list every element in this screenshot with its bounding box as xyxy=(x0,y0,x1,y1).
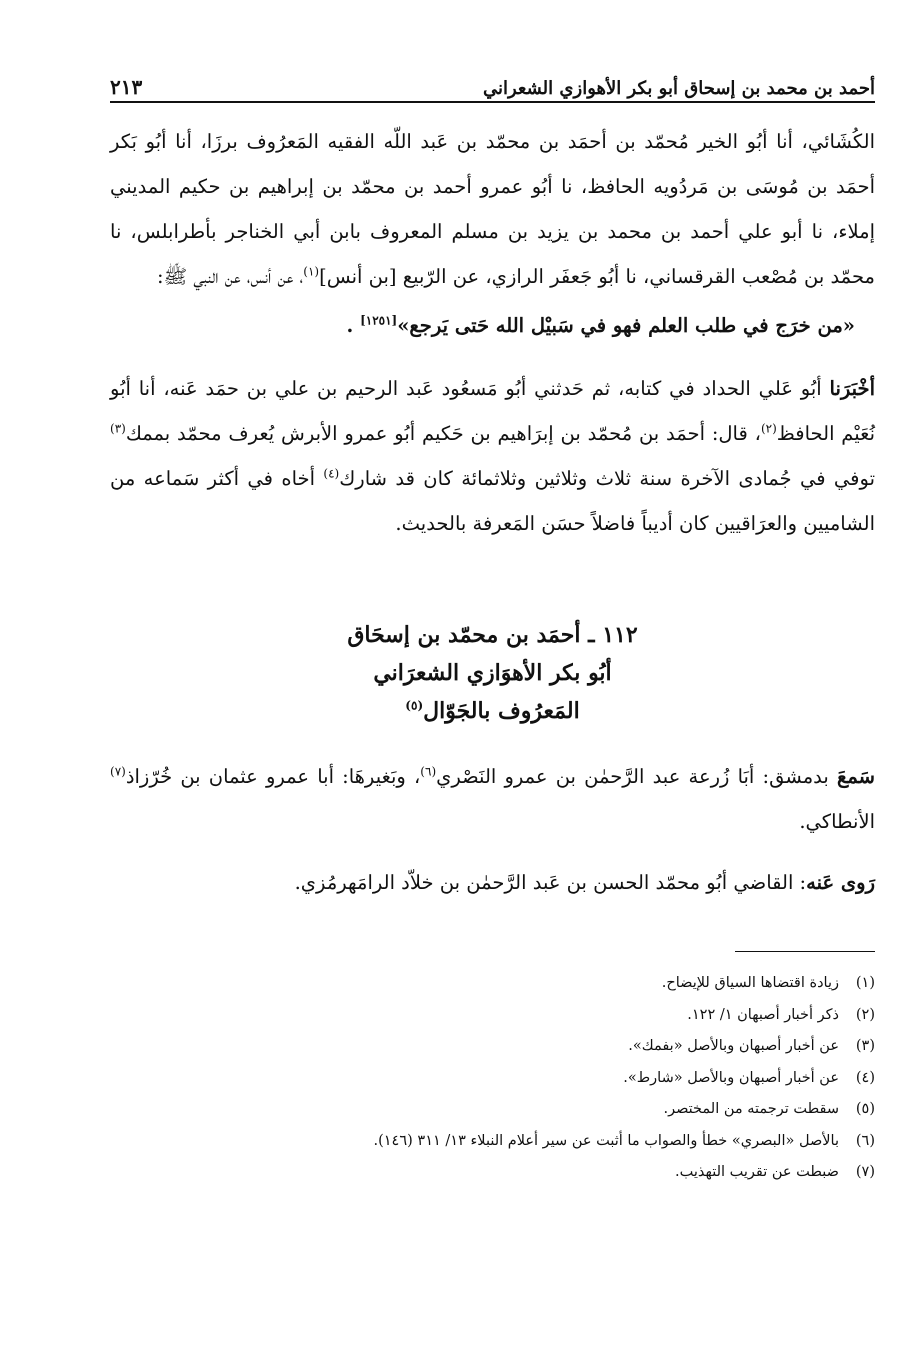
narration-text-b: ، قال: أحمَد بن مُحمّد بن إبرَاهيم بن حَكيم أبُو عمرو الأبرش يُعرف محمّد بممك xyxy=(125,422,761,445)
isnad-paragraph xyxy=(110,119,875,299)
page-number: ٢١٣ xyxy=(110,75,143,99)
book-page xyxy=(110,55,875,1189)
footnote-ref-6: (٦) xyxy=(420,764,437,779)
footnote-number: (٥) xyxy=(855,1101,875,1117)
footnote-4 xyxy=(110,1063,875,1095)
teachers-text-c: الأنطاكي. xyxy=(799,810,875,833)
footnote-text: سقطت ترجمته من المختصر. xyxy=(663,1101,839,1117)
footnote-text: بالأصل «البصري» خطأ والصواب ما أثبت عن سير أعلام النبلاء ١٣/ ٣١١ (١٤٦). xyxy=(373,1132,839,1149)
teachers-lead-word: سَمعَ xyxy=(837,765,876,788)
teachers-text-a: بدمشق: أبَا زُرعة عبد الرَّحمٰن بن عمرو النَصْري xyxy=(436,765,838,788)
hadith-text: «من خرَج في طلب العلم فهو في سَبيْل الله حَتى يَرجع»[١٢٥١] . xyxy=(346,313,855,337)
isnad-text-tail: ، عن أنس، عن النبي ﷺ: xyxy=(157,265,304,288)
footnote-ref-3: (٣) xyxy=(110,421,126,436)
footnote-number: (١) xyxy=(855,975,875,991)
narration-text-c: توفي في جُمادى الآخرة سنة ثلاث وثلاثين وثلاثمائة كان قد شارك xyxy=(339,467,876,490)
footnote-number: (٤) xyxy=(855,1069,875,1086)
teachers-paragraph xyxy=(110,754,875,844)
running-header xyxy=(110,55,875,103)
biography-heading-line-3 xyxy=(110,692,875,730)
footnote-5 xyxy=(110,1094,875,1126)
students-lead-word: رَوى عَنه xyxy=(806,871,875,894)
footnote-text: ضبطت عن تقريب التهذيب. xyxy=(675,1164,839,1180)
footnote-ref-5: (٥) xyxy=(405,698,424,713)
students-text: : القاضي أبُو محمّد الحسن بن عَبد الرَّحمٰن بن خلاّد الرامَهرمُزي. xyxy=(294,871,807,894)
biography-heading-line-1: ١١٢ ـ أحمَد بن محمّد بن إسحَاق xyxy=(347,622,638,648)
teachers-text-b: ، وبَغيرهَا: أبا عمرو عثمان بن خُرّزاذ xyxy=(125,765,421,788)
biography-heading-line-2: أبُو بكر الأهوَازي الشعرَاني xyxy=(373,660,612,686)
footnote-separator xyxy=(735,951,875,952)
footnote-text: زيادة اقتضاها السياق للإيضاح. xyxy=(661,975,839,991)
footnote-ref-4: (٤) xyxy=(323,466,340,481)
running-header-title: أحمد بن محمد بن إسحاق أبو بكر الأهوازي الشعراني xyxy=(482,78,875,99)
footnote-number: (٦) xyxy=(855,1132,875,1149)
footnote-3 xyxy=(110,1031,875,1063)
biography-heading-line-3-text: المَعرُوف بالجَوّال xyxy=(423,698,580,724)
footnote-number: (٢) xyxy=(855,1006,875,1023)
narration-paragraph xyxy=(110,366,875,546)
footnote-text: ذكر أخبار أصبهان ١/ ١٢٢. xyxy=(687,1006,839,1023)
hadith-quote: «من خرَج في طلب العلم فهو في سَبيْل الله حَتى يَرجع» xyxy=(397,314,855,337)
hadith-number: [١٢٥١] xyxy=(360,313,398,328)
footnote-ref-7: (٧) xyxy=(110,764,126,779)
footnote-text: عن أخبار أصبهان وبالأصل «شارط». xyxy=(623,1069,839,1086)
footnote-1 xyxy=(110,968,875,1000)
footnote-number: (٣) xyxy=(855,1038,875,1054)
footnote-2 xyxy=(110,1000,875,1032)
narration-text-d: أخاه في أكثر سَماعه من الشاميين والعرَاقيين كان أديباً فاضلاً حسَن المَعرفة بالحديث. xyxy=(110,467,875,535)
footnote-7 xyxy=(110,1157,875,1189)
narration-lead-word: أخْبَرَنا xyxy=(829,377,875,400)
narration-text-a: أبُو عَلي الحداد في كتابه، ثم حَدثني أبُو مَسعُود عَبد الرحيم بن علي بن حمَد عَنه، أنا أبُو نُعَيْم الحافظ xyxy=(110,377,875,445)
footnote-text: عن أخبار أصبهان وبالأصل «بفمك». xyxy=(628,1038,839,1054)
footnote-ref-2: (٢) xyxy=(760,421,777,436)
biography-heading xyxy=(110,616,875,730)
footnote-6 xyxy=(110,1126,875,1158)
footnotes xyxy=(110,968,875,1189)
isnad-text: الكُشَائي، أنا أبُو الخير مُحمّد بن أحمَد بن محمّد بن عَبد اللّه الفقيه المَعرُوف برزَا، أنا أبُو بَكر أحمَد بن مُوسَى بن مَردُويه الحافظ، نا أبُو عمرو أحمد بن محمّد بن إبراهيم بن حكيم المديني إملاء، نا أبو علي أحمد بن محمد بن يزيد بن مسلم المعروف بابن أبي الخناجر بأطرابلس، نا محمّد بن مُصْعب القرقساني، نا أبُو جَعفَر الرازي، عن الرّبيع [بن أنس] xyxy=(110,130,875,288)
students-paragraph xyxy=(110,860,875,905)
footnote-number: (٧) xyxy=(855,1164,875,1180)
footnote-ref-1: (١) xyxy=(303,264,320,279)
